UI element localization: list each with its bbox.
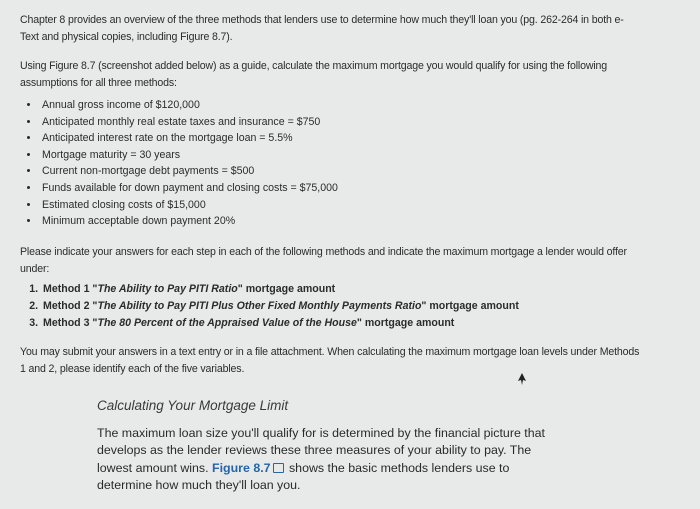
figure-link[interactable]: Figure 8.7 [212, 460, 271, 475]
list-item: • Annual gross income of $120,000 [40, 97, 338, 114]
intro-paragraph: Chapter 8 provides an overview of the three methods that lenders use to determine how much they'll loan you (pg. 262-264 in both e-Text and physical copies, including Figure 8.7). [20, 14, 624, 43]
method-suffix: " mortgage amount [356, 317, 455, 329]
excerpt-body [97, 425, 567, 494]
method-suffix: " mortgage amount [421, 300, 519, 312]
list-item: • Funds available for down payment and closing costs = $75,000 [40, 180, 338, 197]
assumptions-list [24, 97, 338, 230]
excerpt-heading: Calculating Your Mortgage Limit [97, 398, 289, 413]
method-name: The 80 Percent of the Appraised Value of the House [97, 317, 357, 329]
list-item: • Current non-mortgage debt payments = $500 [40, 163, 338, 180]
method-suffix: " mortgage amount [237, 283, 336, 295]
list-item: • Anticipated monthly real estate taxes and insurance = $750 [40, 114, 338, 131]
excerpt-text: The maximum loan size you'll qualify for is determined by the financial picture that develops as the lender reviews these three measures of your ability to pay. The lowest amount wins. [97, 426, 545, 475]
external-link-icon[interactable] [273, 463, 284, 473]
method-name: The Ability to Pay PITI Plus Other Fixed Monthly Payments Ratio [97, 300, 422, 312]
mouse-cursor-icon [517, 372, 527, 386]
method-prefix: Method 3 " [43, 317, 98, 329]
method-item [41, 298, 519, 315]
list-item: • Estimated closing costs of $15,000 [40, 197, 338, 214]
submit-note: You may submit your answers in a text entry or in a file attachment. When calculating the maximum mortgage loan levels under Methods 1 and 2, please identify each of the five variables. [20, 346, 640, 375]
method-prefix: Method 1 " [43, 283, 98, 295]
method-item [41, 315, 519, 332]
list-item: • Anticipated interest rate on the mortgage loan = 5.5% [40, 130, 338, 147]
method-name: The Ability to Pay PITI Ratio [97, 283, 238, 295]
list-item: • Minimum acceptable down payment 20% [40, 213, 338, 230]
answers-prompt: Please indicate your answers for each step in each of the following methods and indicate the maximum mortgage a lender would offer under: [20, 246, 627, 275]
method-prefix: Method 2 " [43, 300, 98, 312]
textbook-excerpt [97, 398, 567, 494]
excerpt-text: shows the basic methods lenders use to determine how much they'll loan you. [97, 460, 510, 492]
methods-list [27, 281, 519, 332]
method-item [41, 281, 519, 298]
list-item: • Mortgage maturity = 30 years [40, 147, 338, 164]
instruction-paragraph: Using Figure 8.7 (screenshot added below) as a guide, calculate the maximum mortgage you would qualify for using the following assumptions for all three methods: [20, 60, 608, 89]
